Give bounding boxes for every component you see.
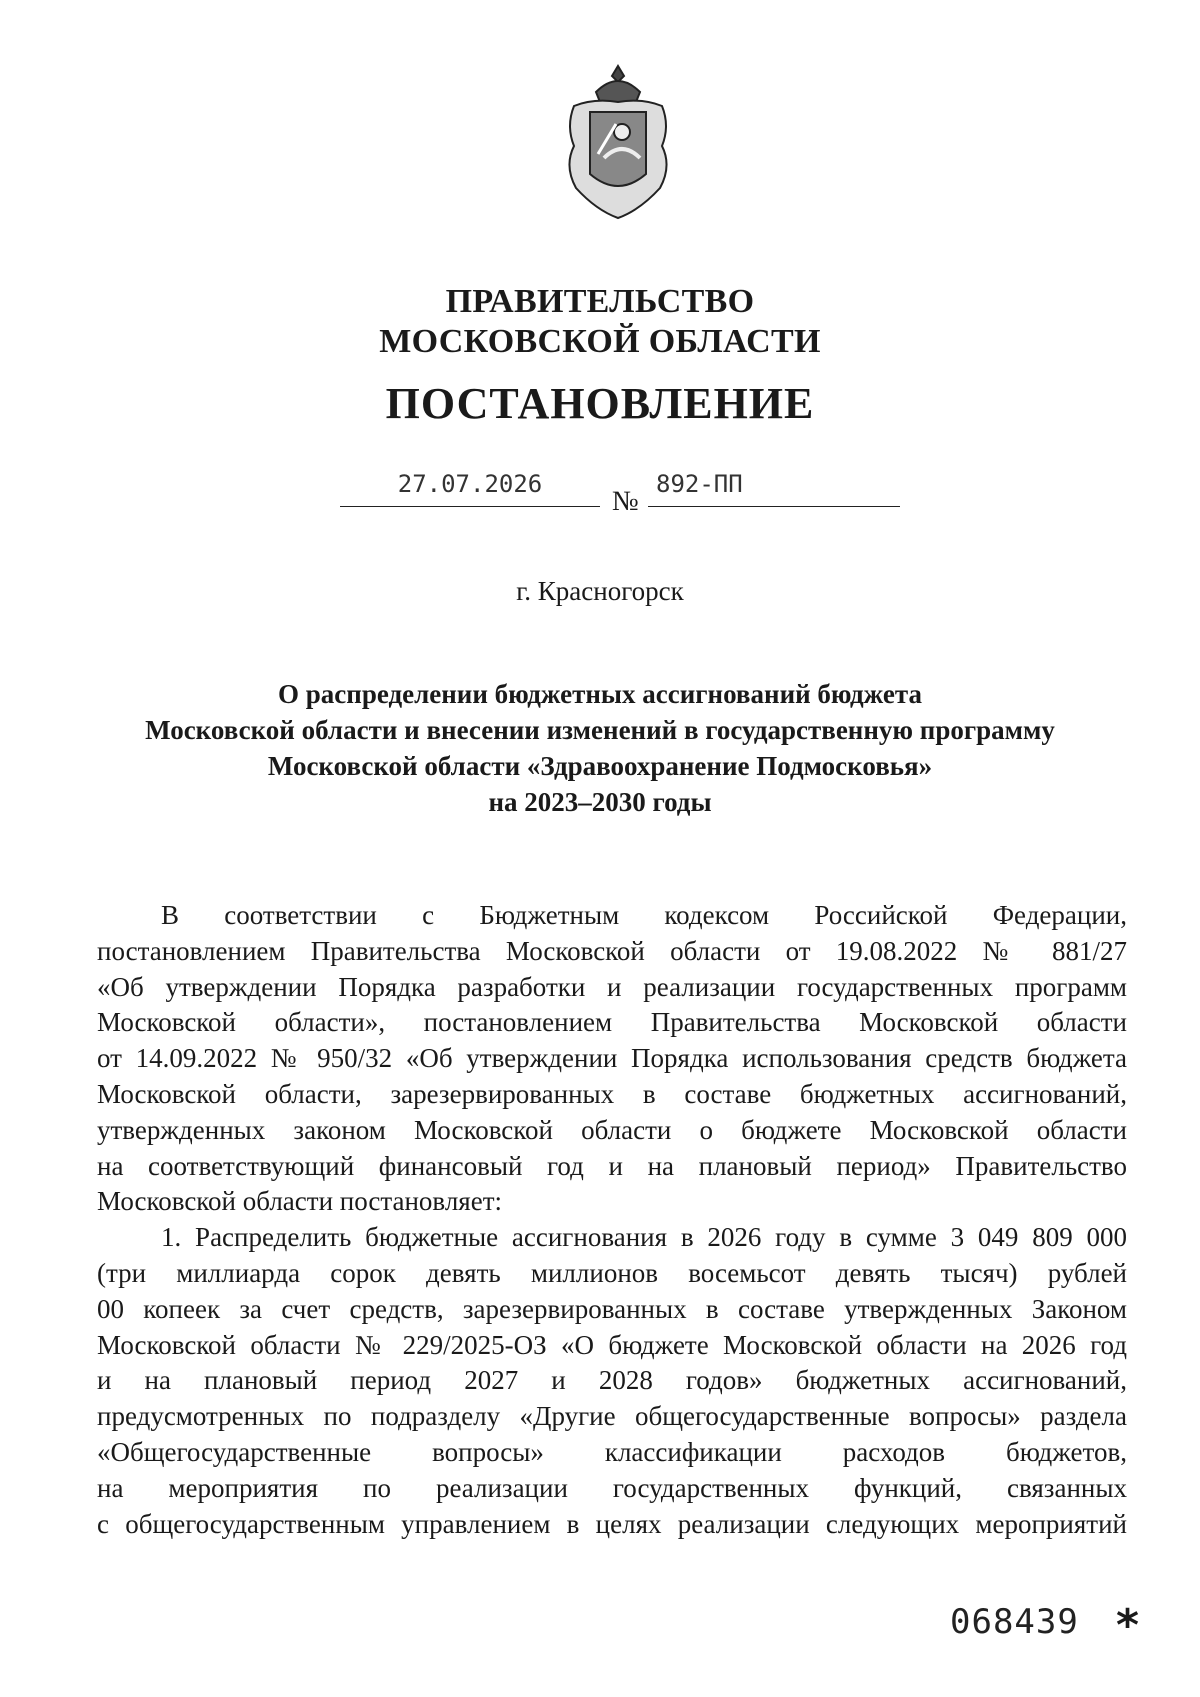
body-line: постановлением Правительства Московской области от 19.08.2022 № 881/27 xyxy=(97,935,1127,966)
body-line: на мероприятия по реализации государственных функций, связанных xyxy=(97,1472,1127,1503)
body-line: предусмотренных по подразделу «Другие общегосударственные вопросы» раздела xyxy=(97,1401,1127,1432)
subject-line-3: Московской области «Здравоохранение Подмосковья» xyxy=(267,751,933,781)
document-number: 892-ПП xyxy=(656,470,743,498)
clause-1-paragraph xyxy=(97,1220,1127,1542)
number-sign: № xyxy=(612,486,639,517)
body-line: 1. Распределить бюджетные ассигнования в 2026 году в сумме 3 049 809 000 xyxy=(161,1222,1127,1253)
serial-number: 068439 xyxy=(950,1602,1079,1642)
body-line: от 14.09.2022 № 950/32 «Об утверждении Порядка использования средств бюджета xyxy=(97,1043,1127,1074)
body-line: и на плановый период 2027 и 2028 годов» бюджетных ассигнований, xyxy=(97,1365,1127,1396)
body-line: утвержденных законом Московской области о бюджете Московской области xyxy=(97,1114,1127,1145)
document-body xyxy=(97,898,1127,1542)
body-line: Московской области, зарезервированных в составе бюджетных ассигнований, xyxy=(97,1078,1127,1109)
city-name: г. Красногорск xyxy=(516,576,684,606)
body-line: Московской области постановляет: xyxy=(97,1186,502,1217)
government-name xyxy=(0,282,1200,362)
subject-line-2: Московской области и внесении изменений в государственную программу xyxy=(145,715,1055,745)
body-line: «Общегосударственные вопросы» классификации расходов бюджетов, xyxy=(97,1436,1127,1467)
government-line-1: ПРАВИТЕЛЬСТВО xyxy=(445,283,755,320)
body-line: Московской области», постановлением Правительства Московской области xyxy=(97,1007,1127,1038)
body-line: на соответствующий финансовый год и на плановый период» Правительство xyxy=(97,1150,1127,1181)
body-line: 00 копеек за счет средств, зарезервированных в составе утвержденных Законом xyxy=(97,1293,1127,1324)
subject-line-1: О распределении бюджетных ассигнований бюджета xyxy=(278,679,922,709)
document-subject xyxy=(0,676,1200,820)
document-date: 27.07.2026 xyxy=(397,470,543,498)
number-underline xyxy=(648,506,900,507)
date-underline xyxy=(340,506,600,507)
body-line: (три миллиарда сорок девять миллионов восемьсот девять тысяч) рублей xyxy=(97,1257,1127,1288)
asterisk-mark: * xyxy=(1116,1600,1140,1651)
coat-of-arms-emblem xyxy=(556,62,680,222)
date-number-row xyxy=(340,470,900,520)
body-line: с общегосударственным управлением в целях реализации следующих мероприятий xyxy=(97,1508,1127,1539)
subject-line-4: на 2023–2030 годы xyxy=(488,787,712,817)
body-line: В соответствии с Бюджетным кодексом Российской Федерации, xyxy=(161,900,1127,930)
body-line: «Об утверждении Порядка разработки и реализации государственных программ xyxy=(97,971,1127,1002)
government-line-2: МОСКОВСКОЙ ОБЛАСТИ xyxy=(379,323,821,360)
preamble-paragraph xyxy=(97,898,1127,1220)
body-line: Московской области № 229/2025-ОЗ «О бюджете Московской области на 2026 год xyxy=(97,1329,1127,1360)
document-type-title: ПОСТАНОВЛЕНИЕ xyxy=(385,379,815,428)
